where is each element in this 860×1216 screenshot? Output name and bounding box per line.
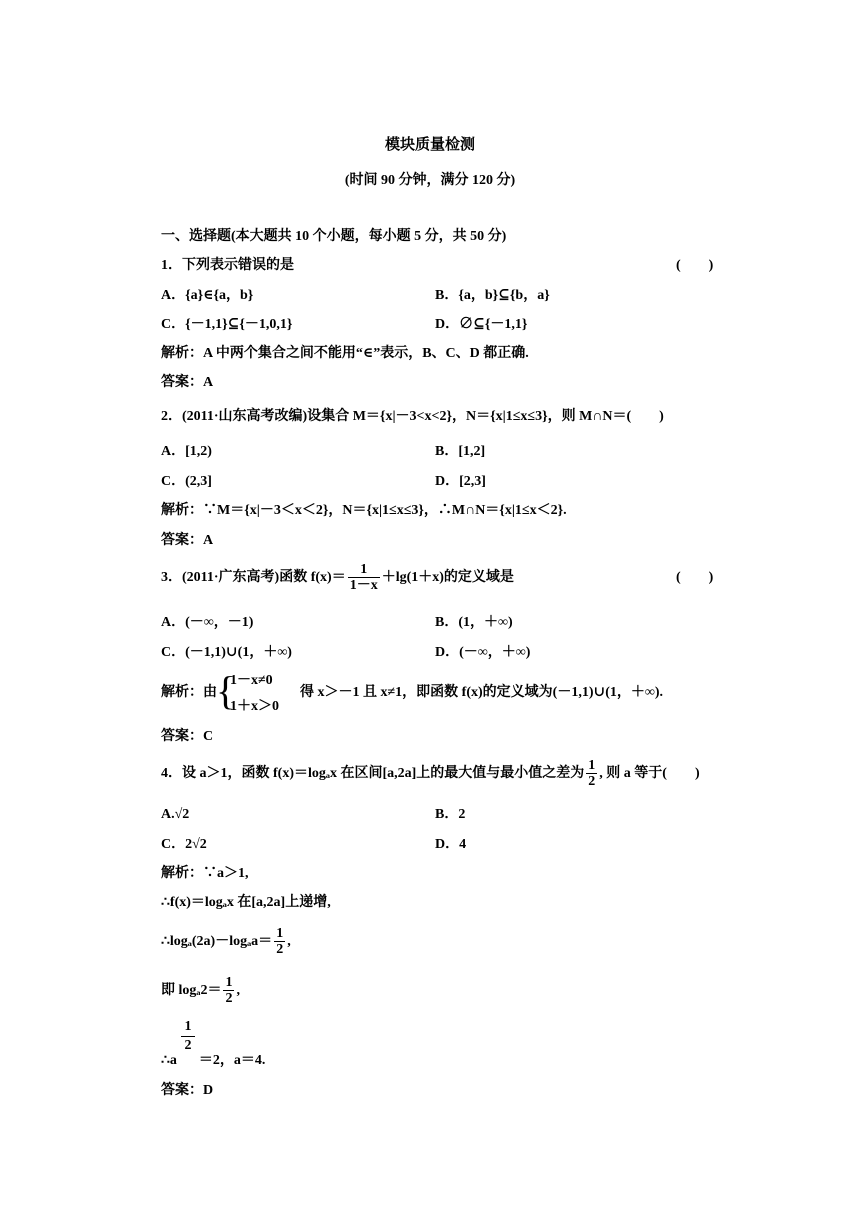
q4-half-numerator: 1 (588, 758, 596, 774)
q4-half-fraction (586, 758, 597, 789)
q3-option-b: B．(1，＋∞) (435, 615, 513, 630)
q4-option-a: A.√2 (161, 807, 190, 822)
q4-option-b: B．2 (435, 807, 466, 822)
q4-answer: 答案：D (161, 1083, 214, 1098)
q1-analysis: 解析：A 中两个集合之间不能用“∈”表示，B、C、D 都正确. (161, 346, 529, 361)
q4-exponent-fraction (178, 1020, 198, 1053)
q3-stem-suffix: ＋lg(1＋x)的定义域是 (381, 570, 514, 585)
section-heading: 一、选择题(本大题共 10 个小题，每小题 5 分，共 50 分) (161, 229, 507, 244)
q4-analysis-4-fraction (223, 975, 234, 1006)
q3-stem-prefix: 3．(2011·广东高考)函数 f(x)＝ (161, 570, 346, 585)
q4-analysis-4 (161, 974, 240, 1008)
q1-option-b: B．{a，b}⊆{b，a} (435, 288, 550, 303)
q4-exponent-denominator: 2 (184, 1038, 192, 1053)
page-subtitle: (时间 90 分钟，满分 120 分) (344, 173, 516, 188)
q4-analysis-4-denominator: 2 (225, 991, 233, 1007)
q3-system-brace: { (216, 668, 236, 713)
q4-analysis-4-numerator: 1 (225, 975, 233, 991)
q3-option-c: C．(－1,1)∪(1，＋∞) (161, 645, 292, 660)
q4-exponent-numerator: 1 (184, 1019, 192, 1034)
q4-stem-prefix: 4．设 a＞1，函数 f(x)＝logₐx 在区间[a,2a]上的最大值与最小值之差为 (161, 766, 585, 781)
q3-fraction (348, 562, 380, 593)
q4-analysis-4-suffix: , (236, 983, 240, 998)
q4-analysis-3-denominator: 2 (276, 942, 284, 958)
q3-system-line-2: 1＋x＞0 (230, 699, 279, 714)
q4-analysis-3-suffix: , (287, 934, 291, 949)
q4-analysis-2: ∴f(x)＝logₐx 在[a,2a]上递增, (161, 895, 331, 910)
q4-analysis-4-prefix: 即 logₐ2＝ (161, 983, 222, 998)
q1-option-d: D．∅⊆{－1,1} (435, 317, 528, 332)
q4-analysis-3-fraction (274, 926, 285, 957)
q4-analysis-3 (161, 925, 291, 959)
q3-option-d: D．(－∞，＋∞) (435, 645, 531, 660)
q3-system-line-1: 1－x≠0 (230, 673, 273, 688)
q3-stem (161, 561, 514, 595)
q4-analysis-5-base: ∴a (161, 1053, 177, 1068)
q4-analysis-5 (161, 1052, 265, 1070)
q3-fraction-denominator: 1－x (349, 578, 378, 594)
q4-stem (161, 757, 700, 791)
q1-stem: 1．下列表示错误的是 (161, 258, 294, 273)
q3-option-a: A．(－∞，－1) (161, 615, 254, 630)
q2-analysis: 解析：∵M＝{x|－3＜x＜2}，N＝{x|1≤x≤3}，∴M∩N＝{x|1≤x＜2}. (161, 503, 567, 518)
q2-option-a: A．[1,2) (161, 444, 212, 459)
q4-half-denominator: 2 (588, 774, 596, 790)
q1-answer-paren: ( ) (676, 258, 714, 273)
q1-answer: 答案：A (161, 375, 214, 390)
q2-stem: 2．(2011·山东高考改编)设集合 M＝{x|－3<x<2}，N＝{x|1≤x≤3}，则 M∩N＝( ) (161, 409, 664, 424)
q4-option-c: C．2√2 (161, 837, 207, 852)
q2-answer: 答案：A (161, 533, 214, 548)
q1-option-a: A．{a}∈{a，b} (161, 288, 254, 303)
q3-fraction-numerator: 1 (348, 562, 380, 578)
q3-answer-paren: ( ) (676, 570, 714, 585)
q4-analysis-5-suffix: ＝2，a＝4. (198, 1053, 266, 1068)
q3-answer: 答案：C (161, 729, 214, 744)
q4-option-d: D．4 (435, 837, 467, 852)
q3-analysis-prefix: 解析：由 (161, 685, 217, 700)
q2-option-c: C．(2,3] (161, 474, 212, 489)
q4-exponent-bar (181, 1036, 195, 1037)
q4-stem-suffix: , 则 a 等于( ) (599, 766, 700, 781)
q1-option-c: C．{－1,1}⊆{－1,0,1} (161, 317, 293, 332)
q2-option-b: B．[1,2] (435, 444, 486, 459)
q4-analysis-1: 解析：∵a＞1, (161, 866, 249, 881)
q2-option-d: D．[2,3] (435, 474, 486, 489)
q4-analysis-3-numerator: 1 (276, 926, 284, 942)
page-title: 模块质量检测 (384, 137, 475, 153)
q4-analysis-3-prefix: ∴logₐ(2a)－logₐa＝ (161, 934, 273, 949)
q3-analysis-rest: 得 x＞－1 且 x≠1，即函数 f(x)的定义域为(－1,1)∪(1，＋∞). (300, 685, 664, 700)
